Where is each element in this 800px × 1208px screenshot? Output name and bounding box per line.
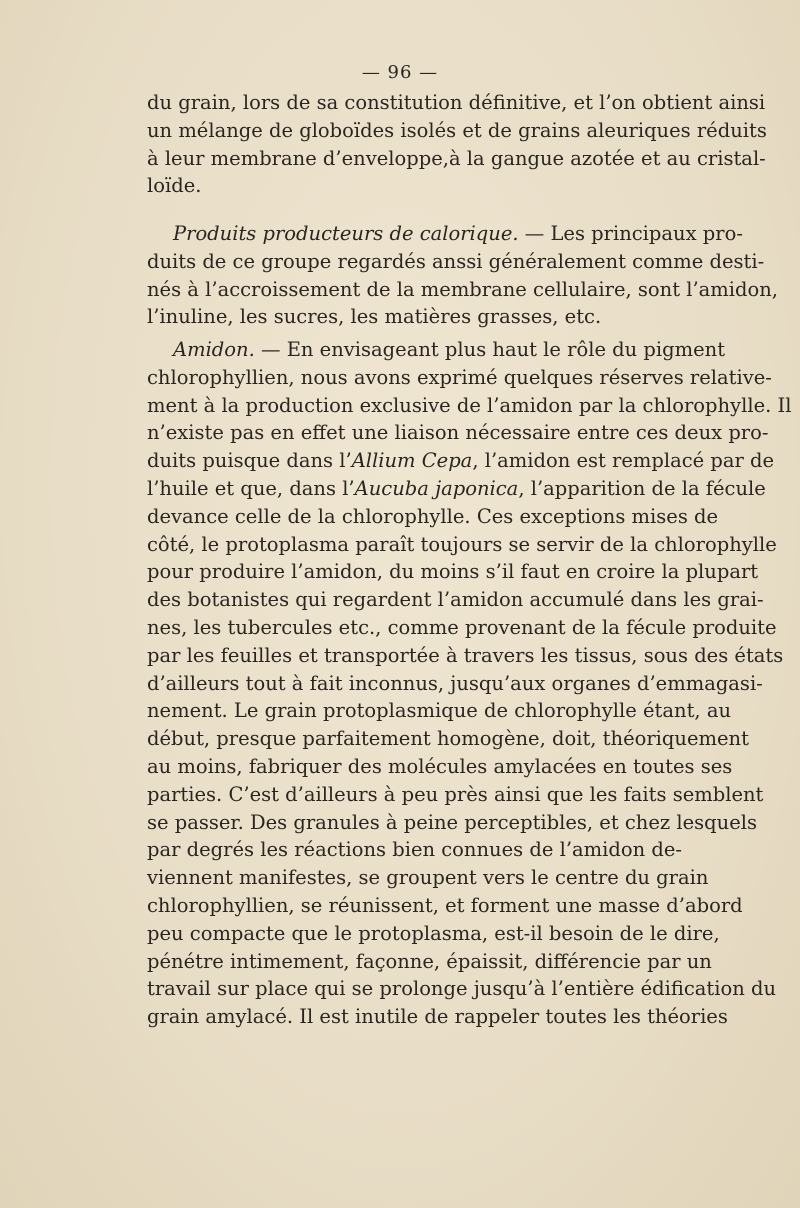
- paragraph-amidon: [147, 336, 792, 1031]
- text-line: ment à la production exclusive de l’amidon par la chlorophylle. Il: [147, 393, 792, 417]
- text-line: devance celle de la chlorophylle. Ces exceptions mises de: [147, 504, 719, 528]
- text-segment: , l’amidon est remplacé par de: [472, 449, 775, 473]
- text-line: viennent manifestes, se groupent vers le centre du grain: [147, 866, 709, 890]
- text-line: côté, le protoplasma paraît toujours se servir de la chlorophylle: [147, 532, 777, 556]
- text-segment: — Les principaux pro-: [518, 222, 743, 245]
- species-name-aucuba: Aucuba japonica: [354, 476, 519, 500]
- text-line: [147, 220, 743, 248]
- text-line: du grain, lors de sa constitution définitive, et l’on obtient ainsi: [147, 91, 766, 114]
- text-line: duits de ce groupe regardés anssi généralement comme desti-: [147, 249, 765, 273]
- text-line: nes, les tubercules etc., comme provenant de la fécule produite: [147, 615, 777, 639]
- section-heading-amidon: Amidon.: [173, 338, 255, 361]
- text-line: se passer. Des granules à peine perceptibles, et chez lesquels: [147, 810, 757, 834]
- species-name-allium: Allium Cepa: [351, 449, 473, 473]
- text-line: chlorophyllien, nous avons exprimé quelques réserves relative-: [147, 365, 772, 389]
- text-line: un mélange de globoïdes isolés et de grains aleuriques réduits: [147, 118, 767, 142]
- text-line: par les feuilles et transportée à travers les tissus, sous des états: [147, 643, 784, 667]
- text-line: par degrés les réactions bien connues de l’amidon de-: [147, 838, 682, 862]
- text-line: au moins, fabriquer des molécules amylacées en toutes ses: [147, 754, 733, 778]
- page-number: — 96 —: [361, 62, 439, 83]
- text-segment: — En envisageant plus haut le rôle du pigment: [254, 338, 726, 361]
- text-line: des botanistes qui regardent l’amidon accumulé dans les grai-: [147, 588, 764, 612]
- text-line: d’ailleurs tout à fait inconnus, jusqu’aux organes d’emmagasi-: [147, 671, 763, 695]
- text-segment: , l’apparition de la fécule: [518, 476, 766, 500]
- text-line: chlorophyllien, se réunissent, et forment une masse d’abord: [147, 893, 743, 917]
- text-line: pour produire l’amidon, du moins s’il faut en croire la plupart: [147, 560, 759, 584]
- text-line: début, presque parfaitement homogène, doit, théoriquement: [147, 727, 749, 751]
- paragraph-produits-calorique: [147, 220, 778, 331]
- text-line: loïde.: [147, 174, 202, 198]
- text-line: [147, 475, 766, 503]
- section-heading-produits: Produits producteurs de calorique.: [173, 222, 519, 245]
- text-line: nés à l’accroissement de la membrane cellulaire, sont l’amidon,: [147, 277, 778, 301]
- text-line: pénétre intimement, façonne, épaissit, différencie par un: [147, 949, 712, 973]
- text-segment: l’huile et que, dans l’: [147, 476, 355, 500]
- text-segment: duits puisque dans l’: [147, 449, 352, 473]
- text-line: travail sur place qui se prolonge jusqu’à l’entière édification du: [147, 977, 777, 1001]
- text-line: [147, 447, 775, 475]
- text-line: l’inuline, les sucres, les matières grasses, etc.: [147, 305, 602, 329]
- text-line: parties. C’est d’ailleurs à peu près ainsi que les faits semblent: [147, 782, 764, 806]
- text-line: nement. Le grain protoplasmique de chlorophylle étant, au: [147, 699, 732, 723]
- text-line: grain amylacé. Il est inutile de rappeler toutes les théories: [147, 1005, 728, 1029]
- text-line: à leur membrane d’enveloppe,à la gangue azotée et au cristal-: [147, 146, 766, 170]
- text-line: [147, 336, 726, 364]
- text-line: peu compacte que le protoplasma, est-il besoin de le dire,: [147, 921, 720, 945]
- text-line: n’existe pas en effet une liaison nécessaire entre ces deux pro-: [147, 421, 769, 445]
- paragraph-grain-constitution: [147, 89, 767, 200]
